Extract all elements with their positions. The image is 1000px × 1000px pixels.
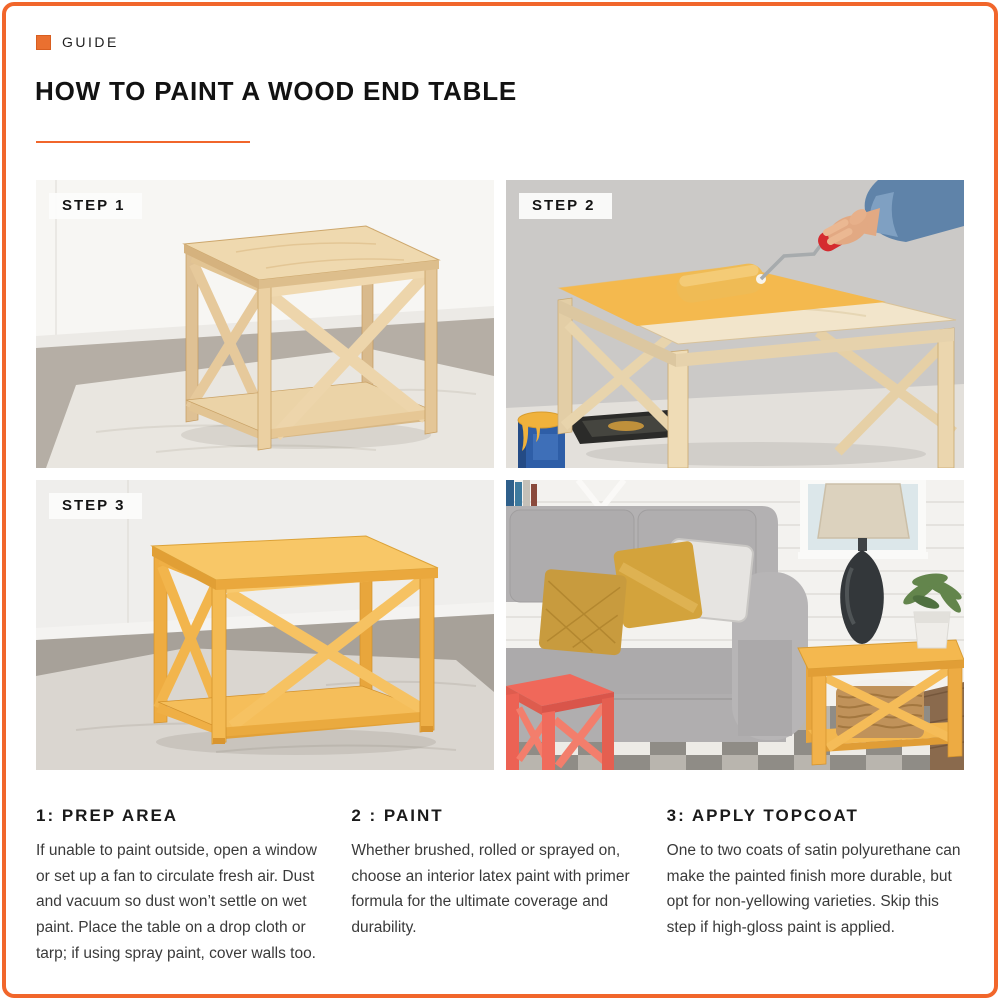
instruction-prep-area	[36, 806, 334, 967]
page-title: HOW TO PAINT A WOOD END TABLE	[35, 76, 518, 106]
instructions-section	[36, 806, 965, 967]
result-photo	[506, 480, 964, 770]
step-photo-grid	[36, 180, 964, 770]
step1-badge: STEP 1	[49, 193, 142, 219]
instruction-heading-2: 2 : PAINT	[351, 806, 444, 825]
guide-eyebrow	[36, 34, 119, 50]
instruction-apply-topcoat	[667, 806, 965, 967]
instruction-body-3: One to two coats of satin polyurethane can make the painted finish more durable, but opt for non-yellowing varieties. Skip this step if high-gloss paint is applied.	[666, 842, 961, 937]
guide-label: GUIDE	[62, 34, 119, 50]
step3-photo	[36, 480, 494, 770]
step2-scene	[506, 180, 964, 468]
step1-scene	[36, 180, 494, 468]
step1-photo	[36, 180, 494, 468]
instruction-heading-1: 1: PREP AREA	[36, 806, 179, 825]
result-scene	[506, 480, 964, 770]
step2-photo	[506, 180, 964, 468]
brand-square-icon	[36, 35, 51, 50]
title-underline	[36, 141, 250, 143]
step2-badge: STEP 2	[519, 193, 612, 219]
instruction-body-1: If unable to paint outside, open a window or set up a fan to circulate fresh air. Dust and vacuum so dust won’t settle on wet paint. Place the table on a drop cloth or tarp; if using spray paint, cover walls too.	[36, 842, 317, 962]
step3-scene	[36, 480, 494, 770]
instruction-heading-3: 3: APPLY TOPCOAT	[666, 806, 859, 825]
step3-badge: STEP 3	[49, 493, 142, 519]
instruction-body-2: Whether brushed, rolled or sprayed on, choose an interior latex paint with primer formula for the ultimate coverage and durability.	[351, 842, 630, 937]
instruction-paint	[351, 806, 649, 967]
